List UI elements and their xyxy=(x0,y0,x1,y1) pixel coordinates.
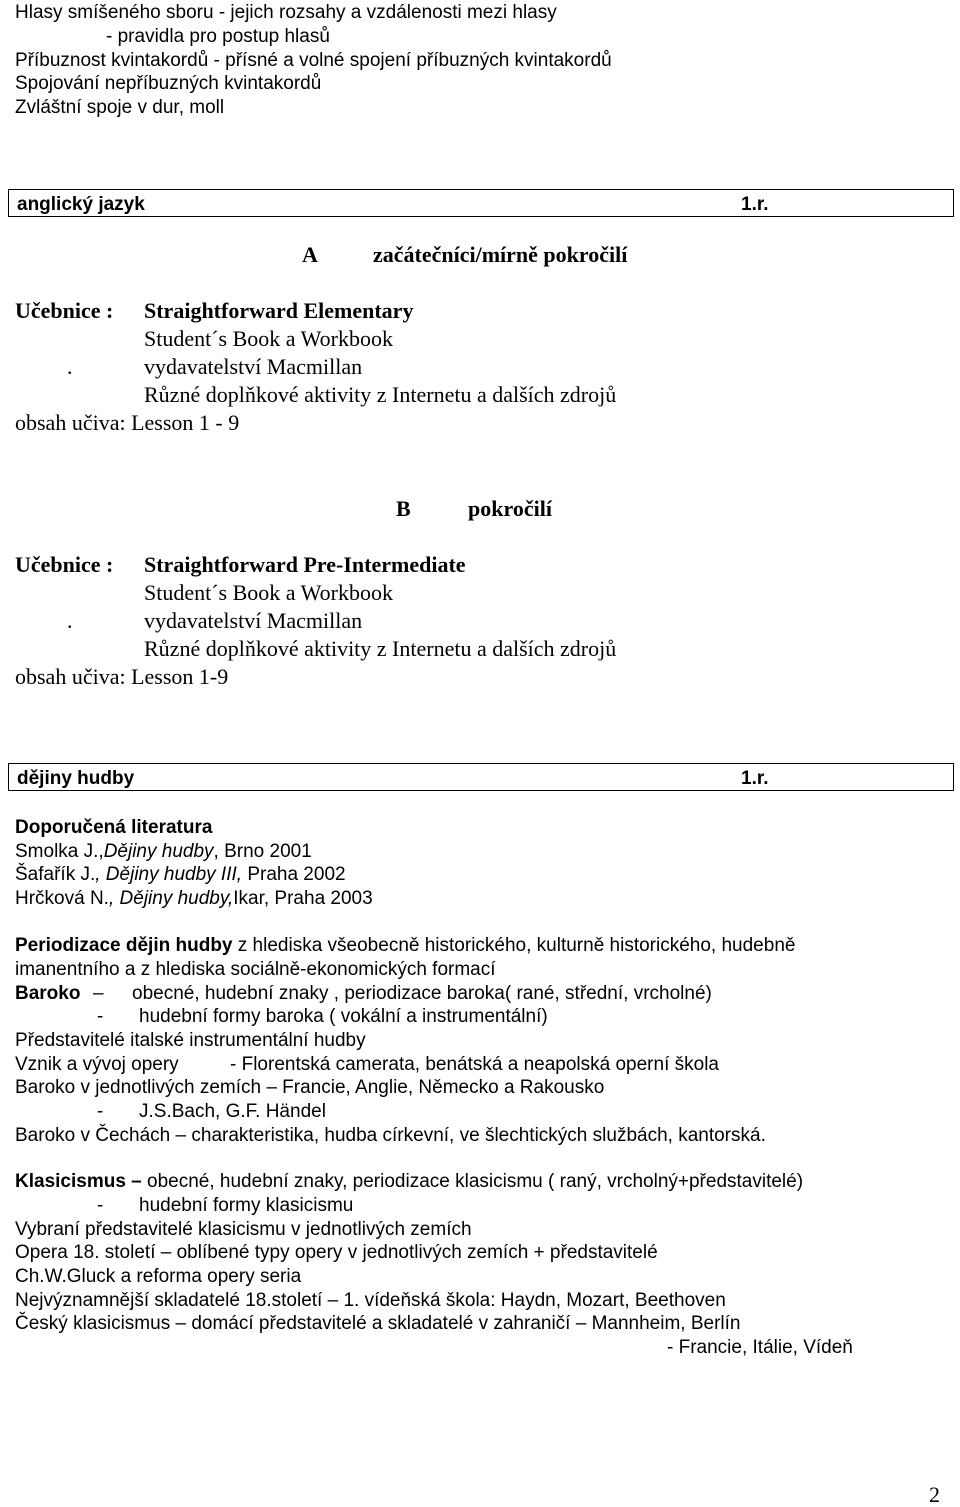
group-a-letter: A xyxy=(302,242,318,267)
baroque-line4b: - Florentská camerata, benátská a neapolská operní škola xyxy=(230,1054,719,1075)
baroque-line4a: Vznik a vývoj opery xyxy=(15,1054,179,1075)
baroque-line1: obecné, hudební znaky , periodizace baroka( rané, střední, vrcholné) xyxy=(132,983,712,1004)
baroque-line2: hudební formy baroka ( vokální a instrumentální) xyxy=(139,1006,548,1027)
music-grade: 1.r. xyxy=(741,768,769,789)
periodization-line2: imanentního a z hlediska sociálně-ekonomických formací xyxy=(15,959,496,980)
english-grade: 1.r. xyxy=(741,194,769,215)
literature-author: Smolka J., xyxy=(15,841,104,862)
group-a-extra: Různé doplňkové aktivity z Internetu a dalších zdrojů xyxy=(144,382,617,407)
classicism-line1 xyxy=(15,1172,803,1191)
music-subject-title: dějiny hudby xyxy=(17,768,135,789)
group-b-book-title: Straightforward Pre-Intermediate xyxy=(144,552,466,577)
baroque-line6-dash: - xyxy=(97,1101,104,1122)
classicism-line6: Nejvýznamnější skladatelé 18.století – 1. vídeňská škola: Haydn, Mozart, Beethoven xyxy=(15,1290,726,1311)
group-a-book-title: Straightforward Elementary xyxy=(144,298,414,323)
group-a-publisher: vydavatelství Macmillan xyxy=(144,354,363,379)
page-number: 2 xyxy=(929,1482,940,1507)
group-b-extra: Různé doplňkové aktivity z Internetu a dalších zdrojů xyxy=(144,636,617,661)
classicism-line5: Ch.W.Gluck a reforma opery seria xyxy=(15,1266,302,1287)
classicism-line4: Opera 18. století – oblíbené typy opery v jednotlivých zemích + představitelé xyxy=(15,1242,658,1263)
baroque-dash: – xyxy=(93,983,104,1004)
top-line-1: Hlasy smíšeného sboru - jejich rozsahy a vzdálenosti mezi hlasy xyxy=(15,2,557,23)
periodization-heading: Periodizace dějin hudby xyxy=(15,935,233,956)
group-a-dot: . xyxy=(67,354,73,379)
literature-item xyxy=(15,889,373,908)
literature-item xyxy=(15,865,346,884)
baroque-line7: Baroko v Čechách – charakteristika, hudba církevní, ve šlechtických službách, kantorská. xyxy=(15,1125,766,1146)
group-a-content: obsah učiva: Lesson 1 - 9 xyxy=(15,410,240,435)
literature-rest: , Brno 2001 xyxy=(213,841,312,862)
english-subject-header xyxy=(8,189,954,217)
top-line-4: Spojování nepříbuzných kvintakordů xyxy=(15,73,322,94)
periodization-line xyxy=(15,936,795,955)
classicism-line7: Český klasicismus – domácí představitelé a skladatelé v zahraničí – Mannheim, Berlín xyxy=(15,1313,741,1334)
classicism-line2-dash: - xyxy=(97,1195,104,1216)
music-subject-header xyxy=(8,763,954,791)
english-subject-title: anglický jazyk xyxy=(17,194,145,215)
classicism-line8: - Francie, Itálie, Vídeň xyxy=(667,1337,853,1358)
literature-title: , Dějiny hudby III, xyxy=(95,864,243,885)
baroque-heading: Baroko xyxy=(15,983,81,1004)
classicism-line3: Vybraní představitelé klasicismu v jednotlivých zemích xyxy=(15,1219,472,1240)
literature-rest: Praha 2002 xyxy=(242,864,346,885)
literature-title: Dějiny hudby xyxy=(103,841,214,862)
literature-heading: Doporučená literatura xyxy=(15,817,213,838)
group-b-textbook-label: Učebnice : xyxy=(15,552,114,577)
group-a-textbook-label: Učebnice : xyxy=(15,298,114,323)
group-b-dot: . xyxy=(67,608,73,633)
group-a-book-line2: Student´s Book a Workbook xyxy=(144,326,393,351)
classicism-text: obecné, hudební znaky, periodizace klasicismu ( raný, vrcholný+představitelé) xyxy=(141,1171,804,1192)
literature-item xyxy=(15,842,312,861)
periodization-text: z hlediska všeobecně historického, kulturně historického, hudebně xyxy=(232,935,796,956)
baroque-line3: Představitelé italské instrumentální hudby xyxy=(15,1030,366,1051)
classicism-heading: Klasicismus – xyxy=(15,1171,142,1192)
literature-author: Šafařík J. xyxy=(15,864,96,885)
group-b-letter: B xyxy=(396,496,411,521)
literature-rest: Ikar, Praha 2003 xyxy=(233,888,373,909)
group-b-level: pokročilí xyxy=(468,496,552,521)
top-line-3: Příbuznost kvintakordů - přísné a volné spojení příbuzných kvintakordů xyxy=(15,50,612,71)
top-line-5: Zvláštní spoje v dur, moll xyxy=(15,97,225,118)
group-b-publisher: vydavatelství Macmillan xyxy=(144,608,363,633)
baroque-line6: J.S.Bach, G.F. Händel xyxy=(139,1101,326,1122)
group-b-content: obsah učiva: Lesson 1-9 xyxy=(15,664,229,689)
baroque-line2-dash: - xyxy=(97,1006,104,1027)
group-a-level: začátečníci/mírně pokročilí xyxy=(373,242,628,267)
literature-author: Hrčková N. xyxy=(15,888,109,909)
classicism-line2: hudební formy klasicismu xyxy=(139,1195,354,1216)
literature-title: , Dějiny hudby, xyxy=(108,888,234,909)
group-b-book-line2: Student´s Book a Workbook xyxy=(144,580,393,605)
baroque-line5: Baroko v jednotlivých zemích – Francie, Anglie, Německo a Rakousko xyxy=(15,1077,605,1098)
top-line-2: - pravidla pro postup hlasů xyxy=(106,26,330,47)
